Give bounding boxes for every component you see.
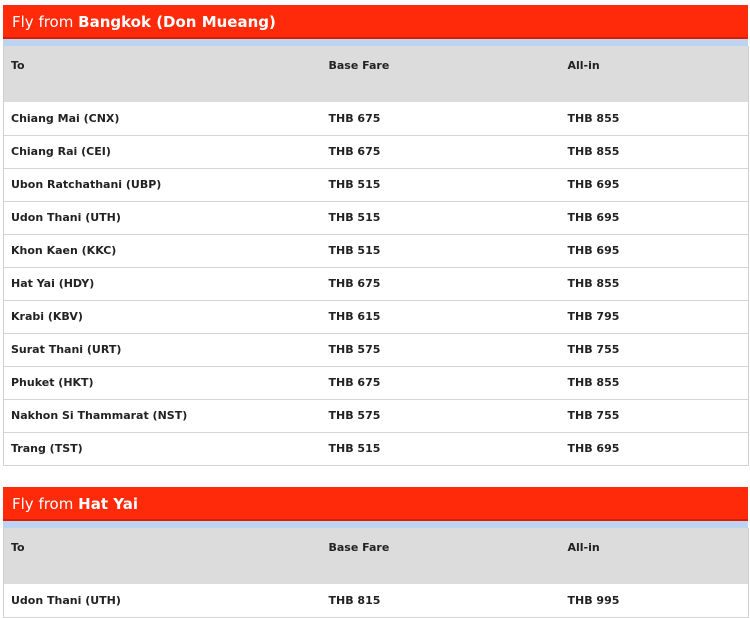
column-header-to: To: [4, 46, 322, 102]
destination-cell: Trang (TST): [4, 432, 322, 465]
all-in-fare-cell: THB 695: [561, 432, 749, 465]
fare-table: [3, 528, 749, 618]
base-fare-cell: THB 675: [322, 267, 561, 300]
all-in-fare-cell: THB 695: [561, 201, 749, 234]
column-header-base-fare: Base Fare: [322, 46, 561, 102]
table-row: [4, 168, 749, 201]
table-header-row: [4, 528, 749, 584]
destination-cell: Nakhon Si Thammarat (NST): [4, 399, 322, 432]
banner-origin: Hat Yai: [78, 495, 138, 513]
table-row: [4, 267, 749, 300]
destination-cell: Chiang Rai (CEI): [4, 135, 322, 168]
table-row: [4, 432, 749, 465]
fare-section-hat-yai: [3, 487, 748, 618]
section-banner: [3, 487, 748, 521]
all-in-fare-cell: THB 755: [561, 399, 749, 432]
destination-cell: Chiang Mai (CNX): [4, 102, 322, 135]
all-in-fare-cell: THB 795: [561, 300, 749, 333]
table-header-row: [4, 46, 749, 102]
destination-cell: Udon Thani (UTH): [4, 584, 322, 617]
column-header-base-fare: Base Fare: [322, 528, 561, 584]
all-in-fare-cell: THB 855: [561, 267, 749, 300]
table-row: [4, 584, 749, 617]
column-header-all-in: All-in: [561, 46, 749, 102]
all-in-fare-cell: THB 755: [561, 333, 749, 366]
base-fare-cell: THB 575: [322, 333, 561, 366]
table-row: [4, 366, 749, 399]
base-fare-cell: THB 515: [322, 168, 561, 201]
table-row: [4, 399, 749, 432]
table-row: [4, 234, 749, 267]
destination-cell: Phuket (HKT): [4, 366, 322, 399]
base-fare-cell: THB 575: [322, 399, 561, 432]
destination-cell: Hat Yai (HDY): [4, 267, 322, 300]
all-in-fare-cell: THB 855: [561, 135, 749, 168]
fare-section-bangkok: [3, 5, 748, 466]
destination-cell: Krabi (KBV): [4, 300, 322, 333]
base-fare-cell: THB 675: [322, 135, 561, 168]
base-fare-cell: THB 675: [322, 102, 561, 135]
column-header-to: To: [4, 528, 322, 584]
banner-origin: Bangkok (Don Mueang): [78, 13, 276, 31]
destination-cell: Udon Thani (UTH): [4, 201, 322, 234]
destination-cell: Ubon Ratchathani (UBP): [4, 168, 322, 201]
banner-prefix: Fly from: [12, 495, 74, 513]
header-strip: [3, 39, 748, 46]
base-fare-cell: THB 675: [322, 366, 561, 399]
header-strip: [3, 521, 748, 528]
banner-prefix: Fly from: [12, 13, 74, 31]
base-fare-cell: THB 615: [322, 300, 561, 333]
table-row: [4, 300, 749, 333]
base-fare-cell: THB 515: [322, 201, 561, 234]
table-row: [4, 135, 749, 168]
base-fare-cell: THB 515: [322, 432, 561, 465]
fare-table: [3, 46, 749, 466]
section-banner: [3, 5, 748, 39]
column-header-all-in: All-in: [561, 528, 749, 584]
all-in-fare-cell: THB 855: [561, 366, 749, 399]
destination-cell: Khon Kaen (KKC): [4, 234, 322, 267]
base-fare-cell: THB 515: [322, 234, 561, 267]
base-fare-cell: THB 815: [322, 584, 561, 617]
all-in-fare-cell: THB 695: [561, 234, 749, 267]
all-in-fare-cell: THB 995: [561, 584, 749, 617]
all-in-fare-cell: THB 855: [561, 102, 749, 135]
all-in-fare-cell: THB 695: [561, 168, 749, 201]
table-row: [4, 201, 749, 234]
table-row: [4, 102, 749, 135]
destination-cell: Surat Thani (URT): [4, 333, 322, 366]
table-row: [4, 333, 749, 366]
